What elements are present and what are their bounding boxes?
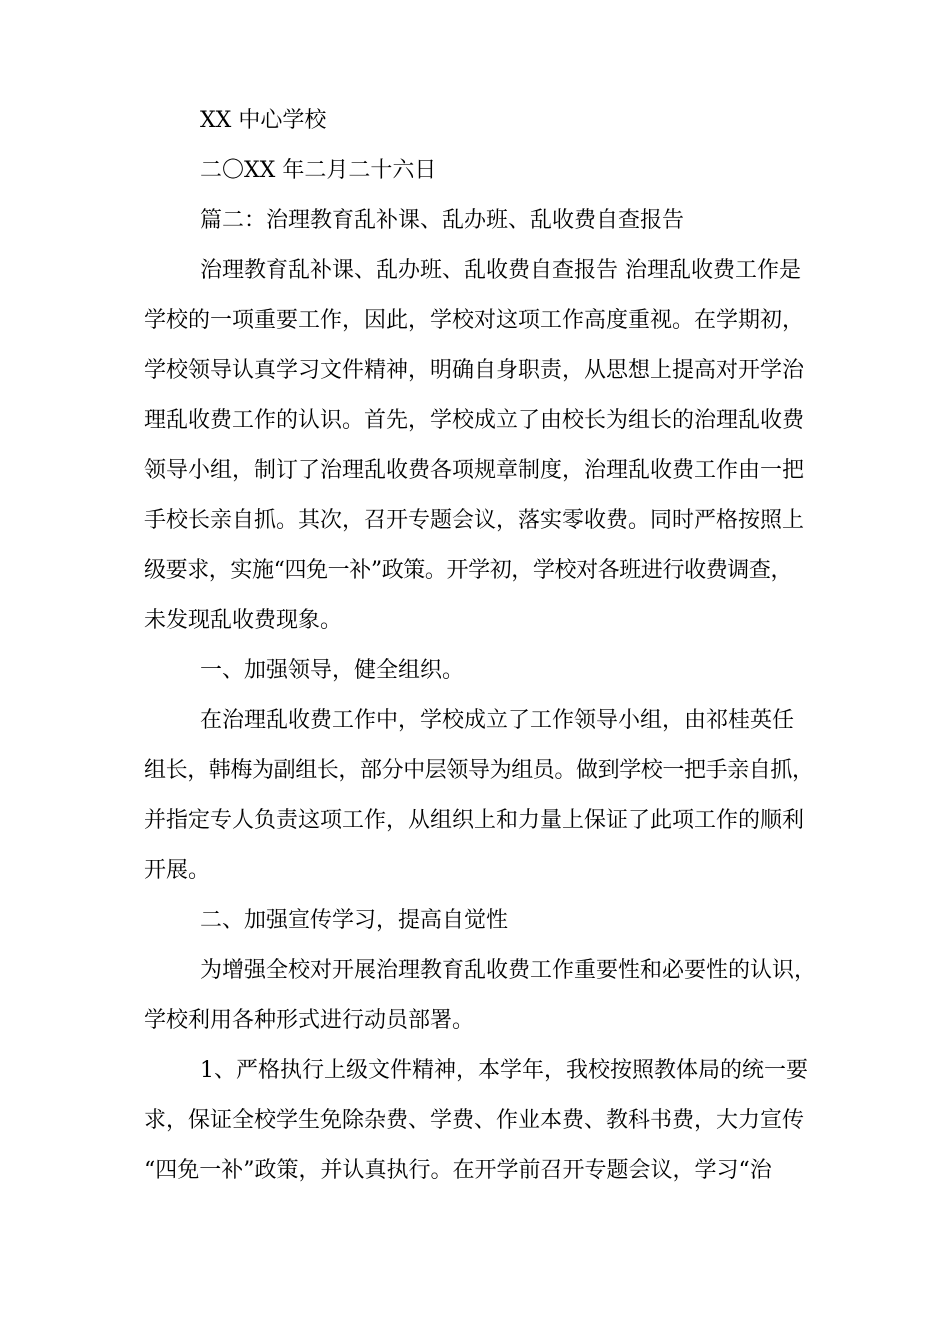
paragraph-line: 在治理乱收费工作中，学校成立了工作领导小组，由祁桂英任 (200, 708, 795, 733)
paragraph-line: 手校长亲自抓。其次，召开专题会议，落实零收费。同时严格按照上 (144, 508, 805, 533)
paragraph-line: 未发现乱收费现象。 (144, 608, 343, 633)
school-name: XX 中心学校 (200, 108, 327, 133)
heading-leadership: 一、加强领导，健全组织。 (200, 658, 465, 683)
paragraph-line: 并指定专人负责这项工作，从组织上和力量上保证了此项工作的顺利 (144, 808, 805, 833)
paragraph-line: 学校的一项重要工作，因此，学校对这项工作高度重视。在学期初， (144, 308, 805, 333)
paragraph-line: 学校利用各种形式进行动员部署。 (144, 1008, 475, 1033)
paragraph-line: 组长，韩梅为副组长，部分中层领导为组员。做到学校一把手亲自抓， (144, 758, 814, 783)
document-date: 二〇XX 年二月二十六日 (200, 158, 437, 183)
paragraph-line: 治理教育乱补课、乱办班、乱收费自查报告 治理乱收费工作是 (200, 258, 801, 283)
section-title: 篇二：治理教育乱补课、乱办班、乱收费自查报告 (200, 208, 685, 233)
paragraph-line: 领导小组，制订了治理乱收费各项规章制度，治理乱收费工作由一把 (144, 458, 805, 483)
paragraph-line: 开展。 (144, 858, 211, 883)
paragraph-line: 1、严格执行上级文件精神，本学年，我校按照教体局的统一要 (200, 1058, 808, 1083)
paragraph-line: 学校领导认真学习文件精神，明确自身职责，从思想上提高对开学治 (144, 358, 805, 383)
paragraph-line: 为增强全校对开展治理教育乱收费工作重要性和必要性的认识， (200, 958, 817, 983)
heading-publicity: 二、加强宣传学习，提高自觉性 (200, 908, 509, 933)
paragraph-line: 求，保证全校学生免除杂费、学费、作业本费、教科书费，大力宣传 (144, 1108, 805, 1133)
paragraph-line: 理乱收费工作的认识。首先，学校成立了由校长为组长的治理乱收费 (144, 408, 805, 433)
paragraph-line: “四免一补”政策，并认真执行。在开学前召开专题会议，学习“治 (144, 1158, 772, 1183)
paragraph-line: 级要求，实施“四免一补”政策。开学初，学校对各班进行收费调查， (144, 558, 793, 583)
